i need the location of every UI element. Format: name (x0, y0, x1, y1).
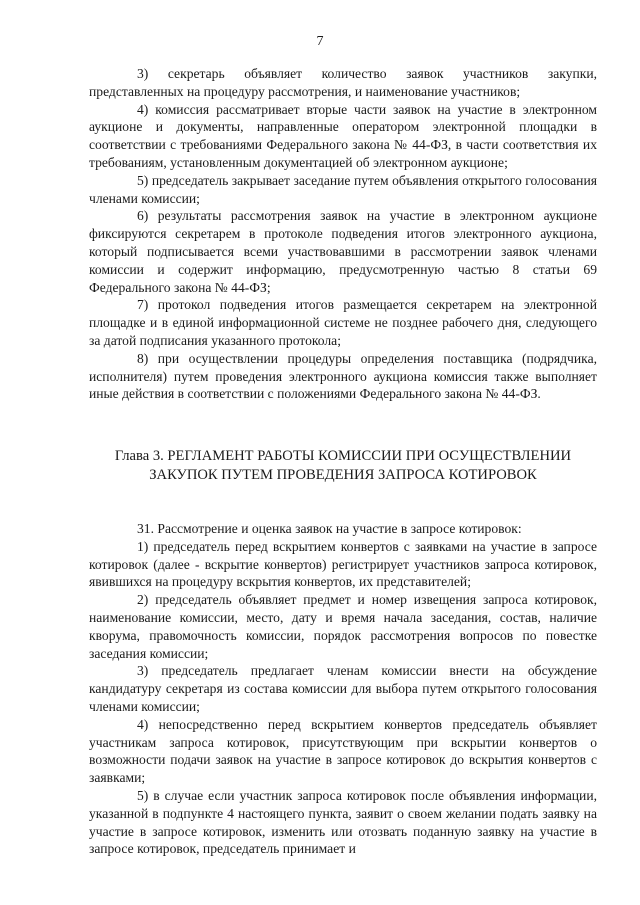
chapter-heading: Глава 3. РЕГЛАМЕНТ РАБОТЫ КОМИССИИ ПРИ ОСУЩЕСТВЛЕНИИ ЗАКУПОК ПУТЕМ ПРОВЕДЕНИЯ ЗАПРОСА КОТИРОВОК (114, 448, 572, 483)
paragraph: 7) протокол подведения итогов размещается секретарем на электронной площадке и в единой информационной системе не позднее рабочего дня, следующего за датой подписания указанного протокола; (89, 297, 597, 348)
paragraph: 8) при осуществлении процедуры определения поставщика (подрядчика, исполнителя) путем проведения электронного аукциона комиссия также выполняет иные действия в соответствии с положениями Федерального закона № 44-ФЗ. (89, 350, 597, 402)
paragraph: 4) непосредственно перед вскрытием конвертов председатель объявляет участникам запроса котировок, присутствующим при вскрытии конвертов о возможности подачи заявок на участие в запросе котировок до вскрытия конвертов с заявками; (89, 716, 597, 786)
paragraph: 4) комиссия рассматривает вторые части заявок на участие в электронном аукционе и документы, направленные оператором электронной площадки в соответствии с требованиями Федерального закона № 44-ФЗ, в части соответствия их требованиям, установленным документацией об электронном аукционе; (89, 101, 597, 170)
chapter-3-text (89, 520, 597, 858)
section-1-text (89, 65, 597, 403)
paragraph: 5) председатель закрывает заседание путем объявления открытого голосования членами комиссии; (89, 172, 597, 206)
paragraph: 5) в случае если участник запроса котировок после объявления информации, указанной в подпункте 4 настоящего пункта, заявит о своем желании подать заявку на участие в запросе котировок, изменить или отозвать поданную заявку на участие в запросе котировок, председатель принимает и (89, 787, 597, 857)
paragraph: 6) результаты рассмотрения заявок на участие в электронном аукционе фиксируются секретарем в протоколе подведения итогов электронного аукциона, который подписывается всеми участвовавшими в рассмотрении заявок членами комиссии и содержит информацию, предусмотренную частью 8 статьи 69 Федерального закона № 44-ФЗ; (89, 208, 597, 295)
paragraph: 31. Рассмотрение и оценка заявок на участие в запросе котировок: (137, 521, 522, 536)
paragraph: 3) председатель предлагает членам комиссии внести на обсуждение кандидатуру секретаря из состава комиссии для выбора путем открытого голосования членами комиссии; (89, 663, 597, 714)
paragraph: 2) председатель объявляет предмет и номер извещения запроса котировок, наименование комиссии, место, дату и время начала заседания, состав, наличие кворума, правомочность комиссии, порядок рассмотрения вопросов по повестке заседания комиссии; (89, 592, 597, 661)
page-number: 7 (316, 34, 324, 49)
paragraph: 3) секретарь объявляет количество заявок участников закупки, представленных на процедуру рассмотрения, и наименование участников; (89, 66, 597, 99)
paragraph: 1) председатель перед вскрытием конвертов с заявками на участие в запросе котировок (далее - вскрытие конвертов) регистрирует участников запроса котировок, явившихся на процедуру вскрытия конвертов, их представителей; (89, 538, 597, 590)
